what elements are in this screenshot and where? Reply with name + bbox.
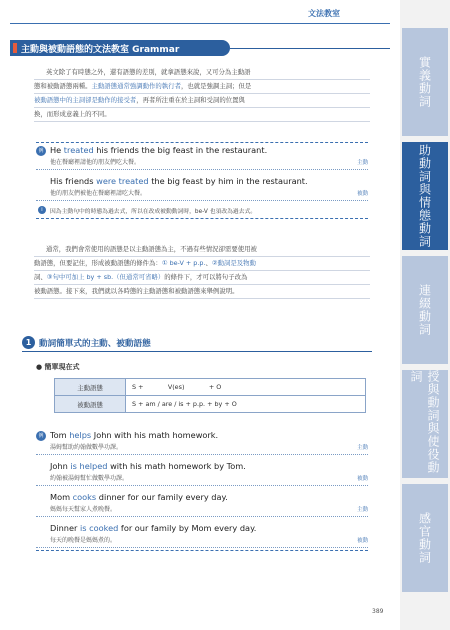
- example-icon: 例: [36, 146, 46, 156]
- page-number: 389: [372, 608, 384, 615]
- para-line-3: 詞、③句中可加上 by + sb.（但通常可省略）的條件下，才可以將句子改為: [34, 271, 370, 285]
- intro-line-1: 英文除了有時態之外，還有語態的差別，就拿語態來說，又可分為主動語: [34, 66, 370, 80]
- grammar-banner: [10, 40, 390, 58]
- section-title: 動詞簡單式的主動、被動語態: [39, 339, 151, 349]
- example-sentence: [36, 490, 368, 517]
- banner-marker: [13, 43, 17, 53]
- tab-label: 助動詞與情態動詞: [417, 144, 432, 248]
- section-heading: [22, 336, 372, 352]
- example-chinese: 媽媽每天幫家人煮晚餐。 主動: [36, 504, 368, 517]
- table-row: [55, 379, 366, 396]
- example-english: His friends were treated the big feast by him in the restaurant.: [50, 176, 308, 186]
- voice-tag: 主動: [356, 445, 368, 451]
- running-header: 文法教室: [308, 9, 340, 18]
- example-chinese: 他在餐廳裡請他的朋友們吃大餐。 主動: [36, 157, 368, 170]
- tab-label: 實義動詞: [417, 56, 432, 108]
- example-sentence: [36, 174, 368, 201]
- formula-value: S + V(es) + O: [126, 379, 366, 396]
- example-sentence: [36, 459, 368, 486]
- explanation-paragraph: [34, 243, 370, 299]
- formula-label: 被動語態: [55, 396, 126, 413]
- subsection-label: ● 簡單現在式: [36, 363, 80, 371]
- voice-tag: 主動: [356, 160, 368, 166]
- para-line-2: 動語態，但要記住，形成被動語態的條件為：① be-V + p.p.、②動詞是及物動: [34, 257, 370, 271]
- verb-highlight: helps: [69, 430, 92, 440]
- voice-tag: 主動: [356, 507, 368, 513]
- example-sentence: [36, 521, 368, 550]
- tab-chapter-1[interactable]: [402, 28, 448, 136]
- tab-label: 連綴動詞: [417, 284, 432, 336]
- example-english: Dinner is cooked for our family by Mom every day.: [50, 523, 257, 533]
- verb-highlight: is helped: [70, 461, 108, 471]
- example-box-2: [36, 428, 368, 551]
- header-rule: [10, 23, 390, 24]
- condition-1: ① be-V + p.p.: [161, 259, 206, 267]
- note-text: 因為主動句中的時態為過去式，所以在改成被動動詞時，be-V 也須改為過去式。: [50, 209, 257, 215]
- condition-3: ③句中可加上 by + sb.（但通常可省略）: [46, 273, 165, 281]
- intro-line-3: [34, 94, 370, 108]
- tab-label: 授與動詞與使役動詞: [409, 370, 440, 474]
- chapter-tabs: [402, 28, 448, 598]
- intro-text: ，再者所注重在於主詞和受詞的位置與: [136, 96, 245, 104]
- intro-text: 態和被動語態兩種。: [34, 82, 92, 90]
- tab-label: 感官動詞: [417, 512, 432, 564]
- formula-value: S + am / are / is + p.p. + by + O: [126, 396, 366, 413]
- verb-highlight: treated: [63, 145, 94, 155]
- section-number: 1: [22, 336, 35, 349]
- verb-highlight: is cooked: [79, 523, 119, 533]
- example-chinese: 約翰被湯姆幫忙做數學功課。 被動: [36, 473, 368, 486]
- example-chinese: 他的朋友們被他在餐廳裡請吃大餐。 被動: [36, 188, 368, 201]
- info-icon: i: [38, 206, 46, 214]
- tab-chapter-5[interactable]: [402, 484, 448, 592]
- intro-line-2: [34, 80, 370, 94]
- table-row: [55, 396, 366, 413]
- verb-highlight: were treated: [96, 176, 149, 186]
- banner-bar: [10, 40, 230, 56]
- para-line-1: 通常，我們會常使用的語態是以主動語態為主，不過有些情況卻需要使用被: [34, 243, 370, 257]
- condition-2: ②動詞是及物動: [211, 259, 256, 267]
- example-sentence: [36, 143, 368, 170]
- formula-label: 主動語態: [55, 379, 126, 396]
- intro-paragraph: [34, 66, 370, 122]
- example-box-1: [36, 142, 368, 219]
- voice-tag: 被動: [356, 191, 368, 197]
- intro-highlight-passive: 被動語態中的主詞卻是動作的接受者: [34, 96, 137, 104]
- banner-rule: [230, 48, 390, 49]
- example-chinese: 每天的晚餐是媽媽煮的。 被動: [36, 535, 368, 548]
- banner-title: 主動與被動語態的文法教室 Grammar: [21, 44, 180, 55]
- tab-chapter-2[interactable]: [402, 142, 448, 250]
- voice-tag: 被動: [356, 476, 368, 482]
- example-icon: 例: [36, 431, 46, 441]
- formula-table: [54, 378, 366, 413]
- example-english: John is helped with his math homework by Tom.: [50, 461, 246, 471]
- example-english: He treated his friends the big feast in the restaurant.: [50, 145, 268, 155]
- para-line-4: 被動語態。接下來，我們就以各時態的主動語態和被動語態來舉例說明。: [34, 285, 370, 299]
- tab-chapter-4[interactable]: [402, 370, 448, 478]
- intro-line-4: 換，而形成意義上的不同。: [34, 108, 370, 122]
- example-chinese: 湯姆幫助約翰做數學功課。 主動: [36, 442, 368, 455]
- grammar-note: [36, 201, 368, 218]
- example-english: Mom cooks dinner for our family every day.: [50, 492, 228, 502]
- example-sentence: [36, 428, 368, 455]
- verb-highlight: cooks: [72, 492, 97, 502]
- voice-tag: 被動: [356, 538, 368, 544]
- section-rule: [22, 351, 372, 352]
- example-english: Tom helps John with his math homework.: [50, 430, 219, 440]
- intro-text: ，也就是強調主詞；但是: [180, 82, 252, 90]
- tab-chapter-3[interactable]: [402, 256, 448, 364]
- intro-highlight-active: 主動語態通常強調動作的執行者: [91, 82, 181, 90]
